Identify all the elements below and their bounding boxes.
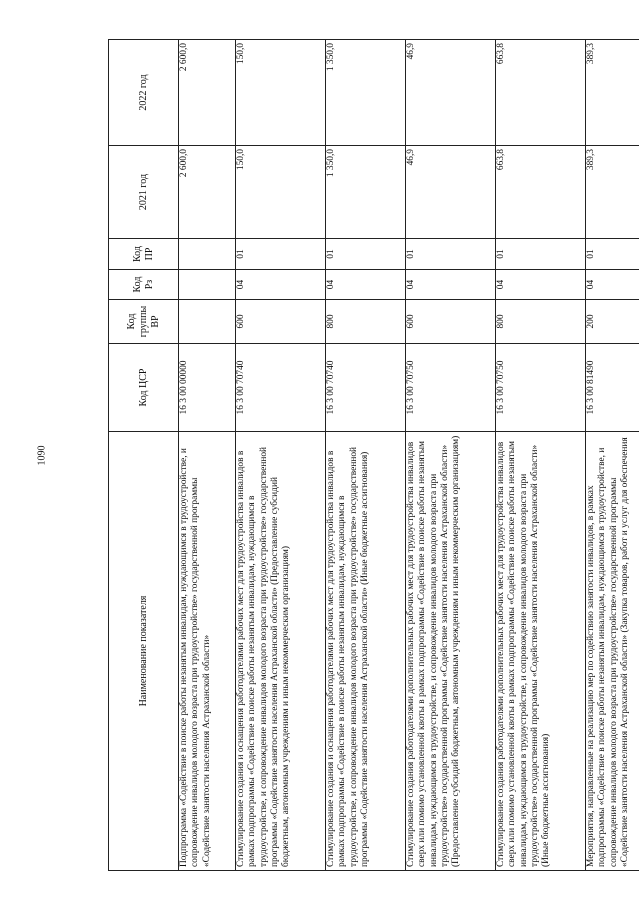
row-pr: 01 bbox=[326, 239, 406, 270]
row-vr: 600 bbox=[236, 300, 326, 344]
row-2021: 389,3 bbox=[586, 146, 639, 239]
row-vr: 800 bbox=[326, 300, 406, 344]
table-row bbox=[236, 40, 326, 871]
header-2021: 2021 год bbox=[109, 146, 179, 239]
row-pr: 01 bbox=[236, 239, 326, 270]
row-csr: 16 3 00 70750 bbox=[406, 344, 496, 432]
table-row bbox=[496, 40, 586, 871]
page-number: 1090 bbox=[36, 445, 48, 465]
row-name: Стимулирование создания и оснащения работодателями рабочих мест для трудоустройства инвалидов в рамках подпрограммы «Содействие в поиске работы незанятым инвалидам, нуждающимся в трудоустройстве, и сопровождение инвалидов молодого возраста при трудоустройстве» государственной программы «Содействие занятости населения Астраханской области» (Иные бюджетные ассигнования) bbox=[326, 432, 406, 871]
row-vr bbox=[179, 300, 236, 344]
row-2022: 150,0 bbox=[236, 40, 326, 146]
row-2022: 46,9 bbox=[406, 40, 496, 146]
row-name: Подпрограмма «Содействие в поиске работы незанятым инвалидам, нуждающимся в трудоустройстве, и сопровождение инвалидов молодого возраста при трудоустройстве» государственной программы «Содействие занятости населения Астраханской области» bbox=[179, 432, 236, 871]
header-csr: Код ЦСР bbox=[109, 344, 179, 432]
row-csr: 16 3 00 70740 bbox=[236, 344, 326, 432]
row-rz: 04 bbox=[236, 270, 326, 300]
row-2022: 663,8 bbox=[496, 40, 586, 146]
row-rz: 04 bbox=[496, 270, 586, 300]
header-pr: Код ПР bbox=[109, 239, 179, 270]
row-2021: 46,9 bbox=[406, 146, 496, 239]
table-header-row bbox=[109, 40, 179, 871]
row-vr: 200 bbox=[586, 300, 639, 344]
row-2022: 1 350,0 bbox=[326, 40, 406, 146]
row-2021: 663,8 bbox=[496, 146, 586, 239]
row-name: Стимулирование создания работодателями дополнительных рабочих мест для трудоустройства инвалидов сверх или помимо установленной квоты в рамках подпрограммы «Содействие в поиске работы незанятым инвалидам, нуждающимся в трудоустройстве, и сопровождение инвалидов молодого возраста при трудоустройстве» государственной программы «Содействие занятости населения Астраханской области» (Предоставление субсидий бюджетным, автономным учреждениям и иным некоммерческим организациям) bbox=[406, 432, 496, 871]
row-rz: 04 bbox=[406, 270, 496, 300]
row-pr bbox=[179, 239, 236, 270]
row-rz bbox=[179, 270, 236, 300]
header-name: Наименование показателя bbox=[109, 432, 179, 871]
row-2021: 2 600,0 bbox=[179, 146, 236, 239]
row-vr: 600 bbox=[406, 300, 496, 344]
row-pr: 01 bbox=[406, 239, 496, 270]
row-pr: 01 bbox=[586, 239, 639, 270]
table-row bbox=[179, 40, 236, 871]
header-vr: Код группы ВР bbox=[109, 300, 179, 344]
header-rz: Код Рз bbox=[109, 270, 179, 300]
header-2022: 2022 год bbox=[109, 40, 179, 146]
budget-table bbox=[108, 39, 639, 871]
row-2021: 150,0 bbox=[236, 146, 326, 239]
row-vr: 800 bbox=[496, 300, 586, 344]
row-csr: 16 3 00 70750 bbox=[496, 344, 586, 432]
row-2022: 389,3 bbox=[586, 40, 639, 146]
row-2022: 2 600,0 bbox=[179, 40, 236, 146]
row-name: Мероприятия, направленные на реализацию мер по содействию занятости инвалидов, в рамках подпрограммы «Содействие в поиске работы незанятым инвалидам, нуждающимся в трудоустройстве, и сопровождение инвалидов молодого возраста при трудоустройстве» государственной программы «Содействие занятости населения Астраханской области» (Закупка товаров, работ и услуг для обеспечения bbox=[586, 432, 639, 871]
rotated-table-container bbox=[108, 40, 630, 871]
table-row bbox=[326, 40, 406, 871]
row-name: Стимулирование создания работодателями дополнительных рабочих мест для трудоустройства инвалидов сверх или помимо установленной квоты в рамках подпрограммы «Содействие в поиске работы незанятым инвалидам, нуждающимся в трудоустройстве, и сопровождение инвалидов молодого возраста при трудоустройстве» государственной программы «Содействие занятости населения Астраханской области» (Иные бюджетные ассигнования) bbox=[496, 432, 586, 871]
row-pr: 01 bbox=[496, 239, 586, 270]
row-2021: 1 350,0 bbox=[326, 146, 406, 239]
row-csr: 16 3 00 70740 bbox=[326, 344, 406, 432]
row-rz: 04 bbox=[326, 270, 406, 300]
row-csr: 16 3 00 81490 bbox=[586, 344, 639, 432]
row-rz: 04 bbox=[586, 270, 639, 300]
table-row bbox=[586, 40, 639, 871]
row-name: Стимулирование создания и оснащения работодателями рабочих мест для трудоустройства инвалидов в рамках подпрограммы «Содействие в поиске работы незанятым инвалидам, нуждающимся в трудоустройстве, и сопровождение инвалидов молодого возраста при трудоустройстве» государственной программы «Содействие занятости населения Астраханской области» (Предоставление субсидий бюджетным, автономным учреждениям и иным некоммерческим организациям) bbox=[236, 432, 326, 871]
row-csr: 16 3 00 00000 bbox=[179, 344, 236, 432]
rotated-table-content bbox=[108, 40, 630, 871]
table-row bbox=[406, 40, 496, 871]
